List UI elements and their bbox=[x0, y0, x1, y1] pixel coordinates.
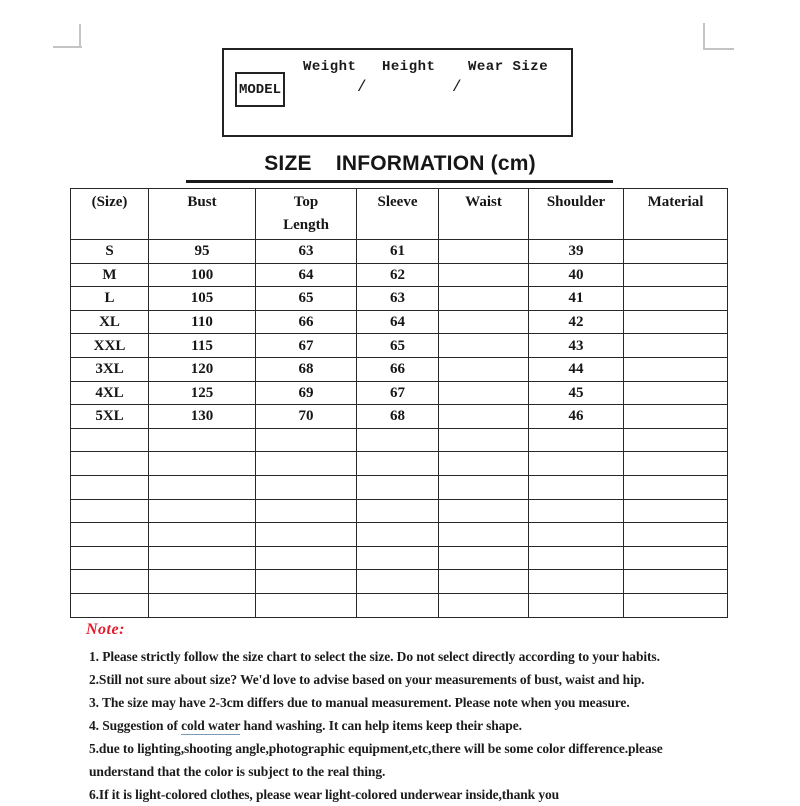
size-cell: 43 bbox=[529, 334, 624, 358]
size-cell bbox=[439, 428, 529, 452]
size-cell bbox=[439, 240, 529, 264]
empty-row bbox=[71, 523, 728, 547]
empty-row bbox=[71, 475, 728, 499]
size-cell bbox=[256, 452, 357, 476]
size-cell bbox=[624, 523, 728, 547]
size-cell bbox=[624, 499, 728, 523]
size-cell: 42 bbox=[529, 310, 624, 334]
size-cell bbox=[149, 546, 256, 570]
column-header bbox=[529, 189, 624, 240]
size-cell bbox=[149, 523, 256, 547]
size-cell bbox=[439, 593, 529, 617]
note-item bbox=[89, 737, 769, 783]
note-line: 1. Please strictly follow the size chart to select the size. Do not select directly according to your habits. bbox=[89, 649, 660, 664]
size-cell bbox=[357, 452, 439, 476]
size-cell bbox=[149, 570, 256, 594]
size-cell bbox=[624, 452, 728, 476]
size-cell: 120 bbox=[149, 357, 256, 381]
size-cell bbox=[149, 428, 256, 452]
size-row bbox=[71, 405, 728, 429]
size-cell bbox=[439, 357, 529, 381]
size-cell bbox=[624, 475, 728, 499]
size-cell bbox=[529, 428, 624, 452]
size-table-header-row bbox=[71, 189, 728, 240]
size-cell bbox=[529, 593, 624, 617]
size-cell: 100 bbox=[149, 263, 256, 287]
note-text: hand washing. It can help items keep their shape. bbox=[240, 718, 522, 733]
empty-row bbox=[71, 593, 728, 617]
size-cell: L bbox=[71, 287, 149, 311]
size-cell bbox=[439, 405, 529, 429]
size-cell bbox=[624, 570, 728, 594]
note-line: 5.due to lighting,shooting angle,photographic equipment,etc,there will be some color difference.please bbox=[89, 741, 663, 756]
title-underline bbox=[186, 180, 613, 183]
note-item bbox=[89, 645, 769, 668]
size-cell bbox=[71, 546, 149, 570]
size-table-body bbox=[71, 240, 728, 618]
crop-mark-top-right-horizontal bbox=[703, 48, 734, 50]
size-cell bbox=[439, 475, 529, 499]
empty-row bbox=[71, 428, 728, 452]
size-cell bbox=[624, 546, 728, 570]
height-value: / bbox=[452, 78, 462, 96]
size-cell bbox=[357, 523, 439, 547]
wear-size-header: Wear Size bbox=[468, 59, 549, 75]
size-row bbox=[71, 287, 728, 311]
size-cell: 62 bbox=[357, 263, 439, 287]
size-cell bbox=[71, 570, 149, 594]
size-cell bbox=[529, 570, 624, 594]
size-cell bbox=[439, 570, 529, 594]
column-header-line: Waist bbox=[465, 194, 502, 210]
size-row bbox=[71, 381, 728, 405]
size-cell: 65 bbox=[357, 334, 439, 358]
size-cell: 68 bbox=[256, 357, 357, 381]
size-cell bbox=[624, 263, 728, 287]
size-cell bbox=[149, 475, 256, 499]
underlined-text: cold water bbox=[181, 718, 241, 733]
size-cell bbox=[71, 499, 149, 523]
size-cell bbox=[149, 452, 256, 476]
column-header bbox=[357, 189, 439, 240]
size-cell bbox=[71, 593, 149, 617]
size-cell bbox=[624, 405, 728, 429]
size-cell: 115 bbox=[149, 334, 256, 358]
size-cell: 5XL bbox=[71, 405, 149, 429]
size-cell bbox=[71, 428, 149, 452]
size-cell bbox=[529, 546, 624, 570]
size-cell bbox=[256, 499, 357, 523]
size-cell: 125 bbox=[149, 381, 256, 405]
column-header-line: (Size) bbox=[91, 194, 128, 210]
empty-row bbox=[71, 546, 728, 570]
note-line: 3. The size may have 2-3cm differs due to manual measurement. Please note when you measure. bbox=[89, 695, 630, 710]
size-cell: 44 bbox=[529, 357, 624, 381]
size-cell bbox=[357, 593, 439, 617]
crop-mark-top-right-vertical bbox=[703, 23, 705, 50]
empty-row bbox=[71, 499, 728, 523]
size-cell: 4XL bbox=[71, 381, 149, 405]
size-cell: 39 bbox=[529, 240, 624, 264]
size-cell bbox=[439, 381, 529, 405]
size-cell bbox=[357, 499, 439, 523]
column-header bbox=[439, 189, 529, 240]
page-title: SIZE INFORMATION (cm) bbox=[264, 152, 536, 175]
height-header: Height bbox=[382, 59, 436, 75]
size-cell: 63 bbox=[357, 287, 439, 311]
size-cell: 105 bbox=[149, 287, 256, 311]
size-cell: 64 bbox=[357, 310, 439, 334]
column-header bbox=[149, 189, 256, 240]
size-cell bbox=[439, 287, 529, 311]
size-cell bbox=[529, 499, 624, 523]
size-cell bbox=[256, 593, 357, 617]
size-cell: 66 bbox=[357, 357, 439, 381]
size-cell bbox=[149, 499, 256, 523]
column-header bbox=[256, 189, 357, 240]
column-header bbox=[624, 189, 728, 240]
empty-row bbox=[71, 570, 728, 594]
size-cell: 70 bbox=[256, 405, 357, 429]
size-cell bbox=[256, 523, 357, 547]
size-cell: 130 bbox=[149, 405, 256, 429]
weight-value: / bbox=[357, 78, 367, 96]
crop-mark-top-left-horizontal bbox=[53, 46, 82, 48]
note-line bbox=[89, 714, 769, 737]
size-cell: 40 bbox=[529, 263, 624, 287]
size-cell: 65 bbox=[256, 287, 357, 311]
size-cell bbox=[256, 475, 357, 499]
size-cell bbox=[439, 334, 529, 358]
size-cell bbox=[529, 452, 624, 476]
size-cell bbox=[256, 546, 357, 570]
size-cell bbox=[439, 499, 529, 523]
size-cell bbox=[624, 287, 728, 311]
size-cell bbox=[357, 475, 439, 499]
note-item bbox=[89, 714, 769, 737]
size-cell bbox=[529, 523, 624, 547]
model-label-box bbox=[235, 72, 285, 107]
size-cell: 63 bbox=[256, 240, 357, 264]
column-header-line: Length bbox=[283, 217, 329, 233]
weight-header: Weight bbox=[303, 59, 357, 75]
size-cell: S bbox=[71, 240, 149, 264]
size-cell bbox=[357, 546, 439, 570]
crop-mark-top-left-vertical bbox=[79, 24, 81, 48]
size-cell: M bbox=[71, 263, 149, 287]
size-cell bbox=[439, 546, 529, 570]
size-cell: 3XL bbox=[71, 357, 149, 381]
size-row bbox=[71, 334, 728, 358]
size-cell: 68 bbox=[357, 405, 439, 429]
empty-row bbox=[71, 452, 728, 476]
size-cell: 61 bbox=[357, 240, 439, 264]
size-row bbox=[71, 240, 728, 264]
size-cell: 69 bbox=[256, 381, 357, 405]
size-cell: 45 bbox=[529, 381, 624, 405]
size-row bbox=[71, 263, 728, 287]
notes-list bbox=[89, 645, 769, 806]
note-item bbox=[89, 783, 769, 806]
size-cell bbox=[149, 593, 256, 617]
size-cell bbox=[357, 570, 439, 594]
note-item bbox=[89, 691, 769, 714]
size-cell: 67 bbox=[357, 381, 439, 405]
column-header bbox=[71, 189, 149, 240]
size-cell: 95 bbox=[149, 240, 256, 264]
size-cell bbox=[624, 428, 728, 452]
size-cell bbox=[439, 310, 529, 334]
model-label: MODEL bbox=[238, 81, 281, 98]
size-cell bbox=[71, 475, 149, 499]
size-cell bbox=[624, 334, 728, 358]
note-label: Note: bbox=[86, 621, 125, 638]
size-row bbox=[71, 310, 728, 334]
size-cell: 66 bbox=[256, 310, 357, 334]
size-table bbox=[70, 188, 728, 618]
size-cell: 46 bbox=[529, 405, 624, 429]
size-cell bbox=[624, 240, 728, 264]
note-line: 6.If it is light-colored clothes, please wear light-colored underwear inside,thank you bbox=[89, 787, 560, 802]
size-cell: XL bbox=[71, 310, 149, 334]
size-cell bbox=[439, 263, 529, 287]
size-cell bbox=[624, 357, 728, 381]
column-header-line: Material bbox=[647, 194, 704, 210]
size-cell bbox=[624, 310, 728, 334]
size-cell bbox=[529, 475, 624, 499]
note-item bbox=[89, 668, 769, 691]
size-cell bbox=[71, 452, 149, 476]
note-text: 4. Suggestion of bbox=[89, 718, 182, 733]
size-cell: 41 bbox=[529, 287, 624, 311]
column-header-line: Bust bbox=[187, 194, 217, 210]
size-cell: XXL bbox=[71, 334, 149, 358]
size-cell bbox=[256, 570, 357, 594]
column-header-line: Sleeve bbox=[377, 194, 418, 210]
size-cell bbox=[439, 523, 529, 547]
size-cell: 110 bbox=[149, 310, 256, 334]
column-header-line: Top bbox=[293, 194, 319, 210]
column-header-line: Shoulder bbox=[546, 194, 606, 210]
size-cell bbox=[624, 381, 728, 405]
size-cell bbox=[624, 593, 728, 617]
size-cell bbox=[357, 428, 439, 452]
size-row bbox=[71, 357, 728, 381]
size-cell bbox=[256, 428, 357, 452]
size-cell: 67 bbox=[256, 334, 357, 358]
note-line: understand that the color is subject to the real thing. bbox=[89, 764, 386, 779]
size-cell bbox=[439, 452, 529, 476]
size-cell bbox=[71, 523, 149, 547]
note-line: 2.Still not sure about size? We'd love to advise based on your measurements of bust, waist and hip. bbox=[89, 672, 645, 687]
size-cell: 64 bbox=[256, 263, 357, 287]
model-info-box bbox=[222, 48, 573, 137]
